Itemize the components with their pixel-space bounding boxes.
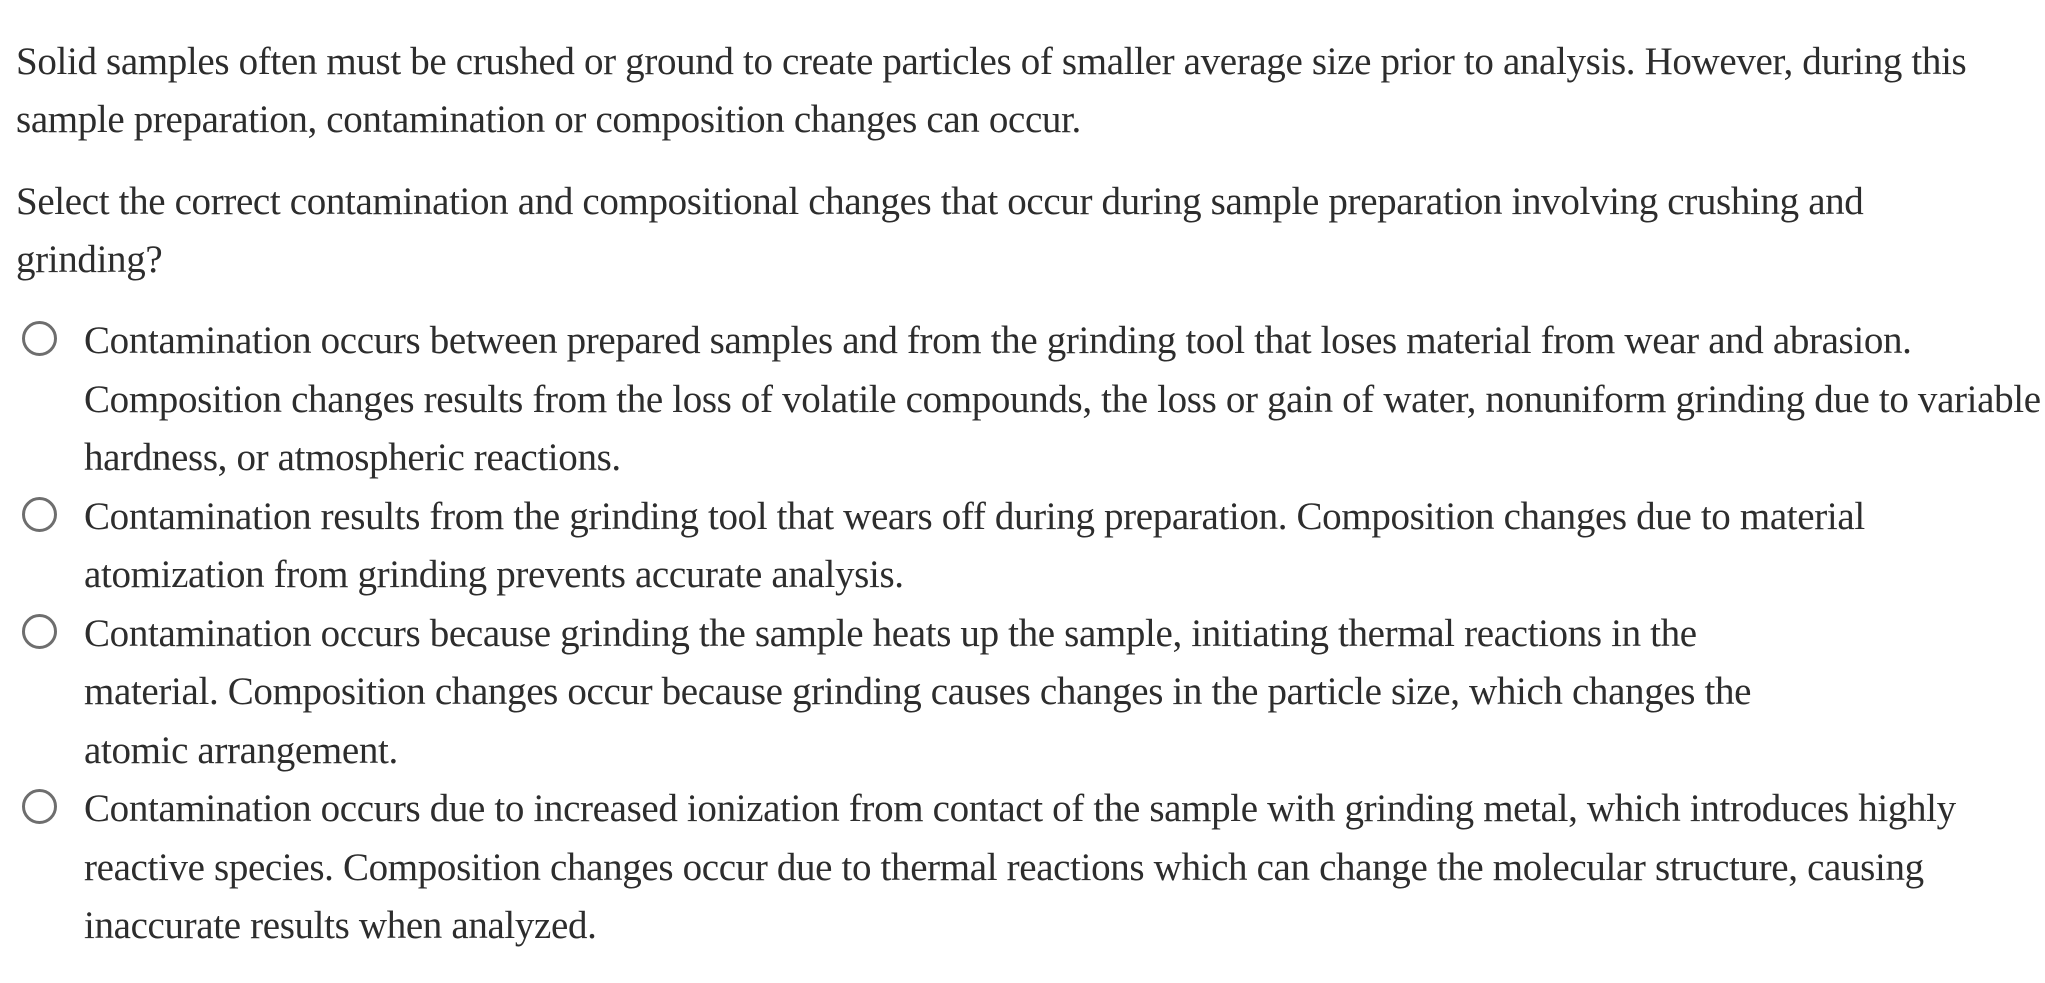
radio-button-icon[interactable]	[22, 497, 57, 532]
answer-option-label: Contamination occurs between prepared samples and from the grinding tool that loses material from wear and abrasion. Composition changes results from the loss of volatile compounds, the loss or gain of water, nonuniform grinding due to variable hardness, or atmospheric reactions.	[84, 319, 2041, 479]
question-prompt: Select the correct contamination and compositional changes that occur during sample preparation involving crushing and grinding?	[16, 180, 1864, 281]
answer-option-4[interactable]	[0, 780, 2045, 956]
answer-option-label: Contamination results from the grinding tool that wears off during preparation. Composition changes due to material atomization from grinding prevents accurate analysis.	[84, 494, 1865, 596]
answer-option-1[interactable]	[0, 312, 2045, 488]
answer-option-label: Contamination occurs due to increased ionization from contact of the sample with grinding metal, which introduces highly reactive species. Composition changes occur due to thermal reactions which can change the molecular structure, causing inaccurate results when analyzed.	[84, 787, 1956, 947]
answer-options	[0, 312, 2045, 956]
answer-option-2[interactable]	[0, 488, 2045, 605]
radio-button-icon[interactable]	[22, 789, 57, 824]
radio-button-icon[interactable]	[22, 321, 57, 356]
question-intro: Solid samples often must be crushed or ground to create particles of smaller average size prior to analysis. However, during this sample preparation, contamination or composition changes can occur.	[16, 40, 1967, 141]
answer-option-label: Contamination occurs because grinding the sample heats up the sample, initiating thermal reactions in the material. Composition changes occur because grinding causes changes in the particle size, which changes the atomic arrangement.	[84, 611, 1752, 772]
radio-button-icon[interactable]	[22, 614, 57, 649]
answer-option-3[interactable]	[0, 605, 2045, 781]
